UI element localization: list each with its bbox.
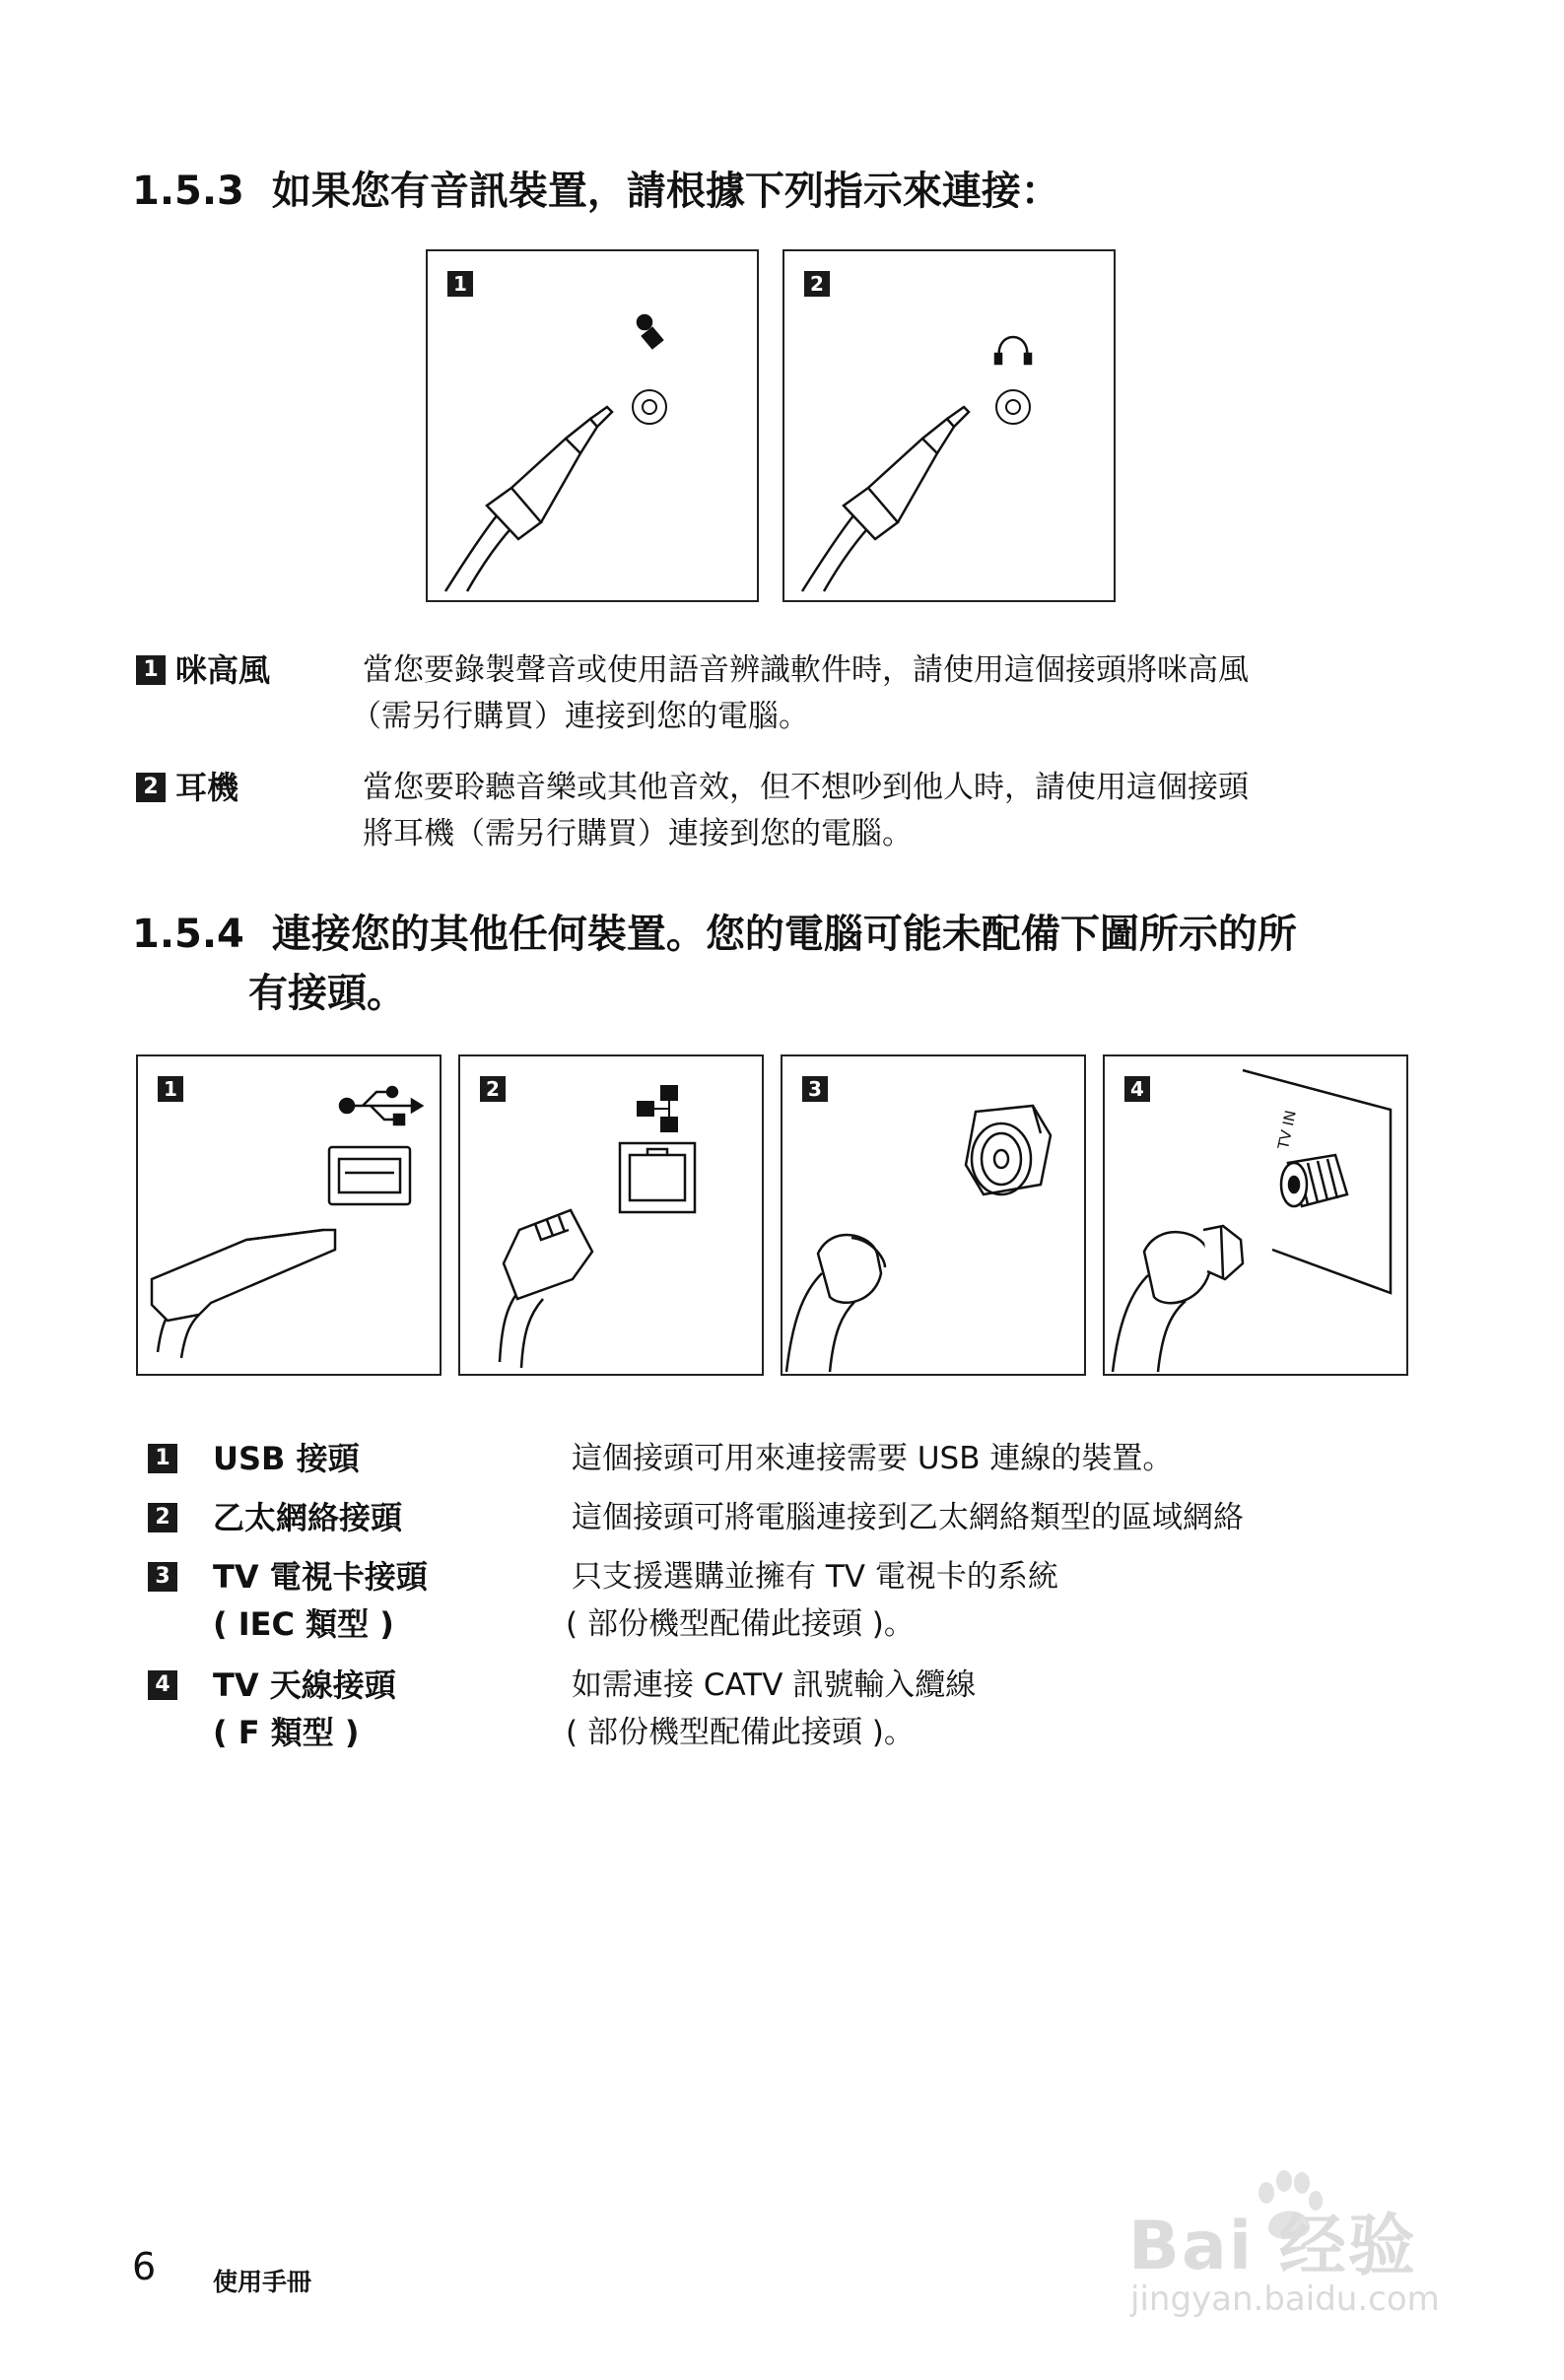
figure-badge: 2: [480, 1076, 506, 1102]
baidu-watermark: [1128, 2173, 1503, 2331]
section-number: 1.5.3: [132, 169, 244, 214]
figure-microphone-jack: [426, 249, 759, 602]
item-description-line1: 只支援選購並擁有 TV 電視卡的系統: [572, 1559, 1058, 1595]
watermark-brand: Bai 经验: [1128, 2208, 1417, 2285]
figure-badge: 4: [1124, 1076, 1150, 1102]
section-number: 1.5.4: [132, 912, 244, 957]
coaxial-plug: [786, 1235, 885, 1372]
coaxial-connector-icon: [966, 1106, 1051, 1194]
item-term-line2: ( IEC 類型 ): [213, 1605, 394, 1643]
section-title-line2: 有接頭。: [248, 971, 406, 1016]
item-description-line1: 當您要聆聽音樂或其他音效，但不想吵到他人時，請使用這個接頭: [363, 770, 1249, 805]
item-term-line2: ( F 類型 ): [213, 1714, 360, 1751]
item-description-line1: 當您要錄製聲音或使用語音辨識軟件時，請使用這個接頭將咪高風: [363, 652, 1249, 688]
item-badge: 3: [148, 1562, 177, 1592]
figure-tv-antenna-port: [1103, 1054, 1408, 1376]
item-description: 這個接頭可用來連接需要 USB 連線的裝置。: [572, 1441, 1174, 1476]
section-heading-1-5-4: [132, 907, 1297, 962]
figure-tv-card-port: [781, 1054, 1086, 1376]
figure-usb-port: [136, 1054, 442, 1376]
list-item-ethernet-connector: [132, 1494, 1413, 1543]
tv-in-label: TV IN: [1274, 1109, 1300, 1151]
list-item-tv-card-connector: [132, 1553, 1413, 1652]
figure-ethernet-port: [458, 1054, 764, 1376]
item-badge: 2: [148, 1503, 177, 1532]
item-badge: 4: [148, 1670, 177, 1700]
item-description-line1: 如需連接 CATV 訊號輸入纜線: [572, 1667, 977, 1703]
figure-badge: 2: [804, 271, 830, 297]
section-heading-1-5-3: [132, 164, 1060, 219]
item-description-line2: ( 部份機型配備此接頭 )。: [566, 1715, 915, 1750]
list-item-usb-connector: [132, 1435, 1413, 1484]
headphone-icon: [995, 337, 1031, 364]
usb-illustration: [138, 1056, 440, 1374]
audio-jack-socket: [633, 390, 666, 424]
f-type-plug: [1113, 1226, 1243, 1372]
page-number: 6: [132, 2245, 157, 2288]
iec-coaxial-illustration: [782, 1056, 1084, 1374]
audio-plug: [802, 407, 969, 591]
microphone-plug-illustration: [428, 251, 757, 600]
item-term: 耳機: [175, 769, 239, 806]
section-heading-1-5-4-line2: [248, 966, 406, 1021]
audio-jack-socket: [996, 390, 1030, 424]
figure-badge: 1: [158, 1076, 183, 1102]
ethernet-icon: [638, 1086, 677, 1131]
f-connector-icon: [1281, 1155, 1347, 1206]
section-title: 如果您有音訊裝置，請根據下列指示來連接：: [271, 169, 1060, 214]
watermark-url: jingyan.baidu.com: [1130, 2279, 1440, 2319]
list-item-microphone: [132, 646, 1413, 745]
list-item-tv-antenna-connector: [132, 1662, 1413, 1760]
ethernet-illustration: [460, 1056, 762, 1374]
item-term: 咪高風: [175, 651, 271, 689]
usb-icon: [340, 1087, 422, 1124]
section-title-line1: 連接您的其他任何裝置。您的電腦可能未配備下圖所示的所: [271, 912, 1297, 957]
item-description: 這個接頭可將電腦連接到乙太網絡類型的區域網絡: [572, 1500, 1244, 1535]
headphone-plug-illustration: [784, 251, 1114, 600]
f-type-illustration: [1105, 1056, 1406, 1374]
item-badge: 1: [148, 1444, 177, 1473]
figure-badge: 1: [447, 271, 473, 297]
item-term: 乙太網絡接頭: [213, 1499, 403, 1536]
item-badge: 2: [136, 773, 166, 802]
item-badge: 1: [136, 655, 166, 685]
microphone-icon: [638, 315, 662, 348]
list-item-headphone: [132, 764, 1413, 862]
usb-socket: [329, 1147, 410, 1204]
item-description-line2: 將耳機（需另行購買）連接到您的電腦。: [363, 816, 913, 851]
ethernet-socket: [620, 1143, 695, 1212]
item-term: USB 接頭: [213, 1440, 360, 1477]
figure-badge: 3: [802, 1076, 828, 1102]
footer-title: 使用手冊: [213, 2268, 312, 2296]
figure-headphone-jack: [782, 249, 1116, 602]
audio-plug: [445, 407, 612, 591]
usb-plug: [152, 1230, 335, 1358]
item-description-line2: （需另行購買）連接到您的電腦。: [351, 699, 809, 734]
item-term-line1: TV 天線接頭: [213, 1666, 396, 1704]
ethernet-plug: [500, 1210, 592, 1368]
item-term-line1: TV 電視卡接頭: [213, 1558, 428, 1596]
item-description-line2: ( 部份機型配備此接頭 )。: [566, 1606, 915, 1642]
